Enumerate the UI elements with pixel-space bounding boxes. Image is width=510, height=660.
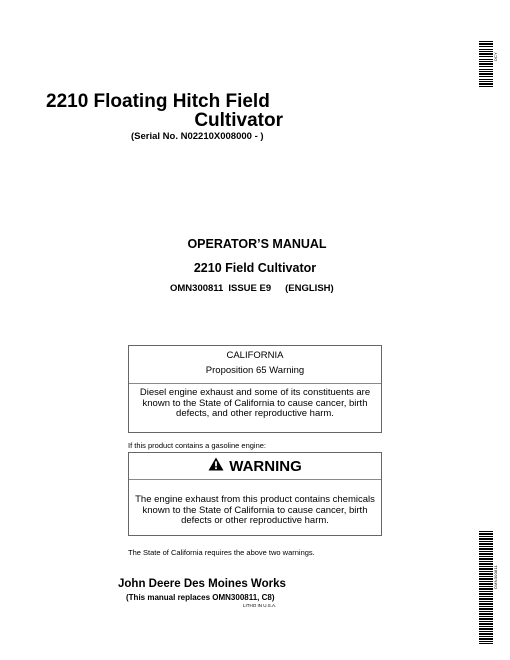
warning-box-text: The engine exhaust from this product contains chemicals known to the State of California to cause cancer, birth defects or other reproductive harm. <box>135 494 375 526</box>
document-title-line1: 2210 Floating Hitch Field <box>46 91 270 112</box>
serial-number: (Serial No. N02210X008000 - ) <box>131 131 264 142</box>
barcode-bottom <box>479 531 493 644</box>
manual-issue: ISSUE E9 <box>228 283 272 294</box>
state-requirement-note: The State of California requires the above two warnings. <box>128 548 315 557</box>
manual-number: OMN300811 <box>170 283 224 294</box>
california-box-subtitle: Proposition 65 Warning <box>205 365 305 376</box>
gasoline-engine-note: If this product contains a gasoline engine: <box>128 441 267 450</box>
document-title-line2: Cultivator <box>194 110 283 131</box>
warning-triangle-icon <box>208 457 224 475</box>
california-box-divider <box>129 383 381 384</box>
replaces-note: (This manual replaces OMN300811, C8) <box>126 593 275 602</box>
warning-box-title: WARNING <box>229 457 302 475</box>
california-box-header <box>129 350 381 376</box>
manual-subtitle: 2210 Field Cultivator <box>193 261 317 275</box>
warning-box <box>128 452 382 536</box>
litho-note: LITHO IN U.S.A. <box>243 603 277 608</box>
california-box-title: CALIFORNIA <box>226 350 284 361</box>
warning-box-divider <box>129 479 381 480</box>
barcode-top <box>479 41 493 89</box>
manual-number-line <box>170 283 334 294</box>
barcode-bottom-label: OMN300811 <box>493 565 498 590</box>
warning-box-header <box>129 453 381 479</box>
barcode-top-label: DCY <box>493 52 498 62</box>
manual-title: OPERATOR’S MANUAL <box>187 237 327 251</box>
california-box-text: Diesel engine exhaust and some of its constituents are known to the State of California to cause cancer, birth defects, and other reproductive harm. <box>139 387 371 419</box>
works-name: John Deere Des Moines Works <box>118 578 286 590</box>
california-prop65-box <box>128 345 382 433</box>
manual-language: (ENGLISH) <box>285 283 334 294</box>
